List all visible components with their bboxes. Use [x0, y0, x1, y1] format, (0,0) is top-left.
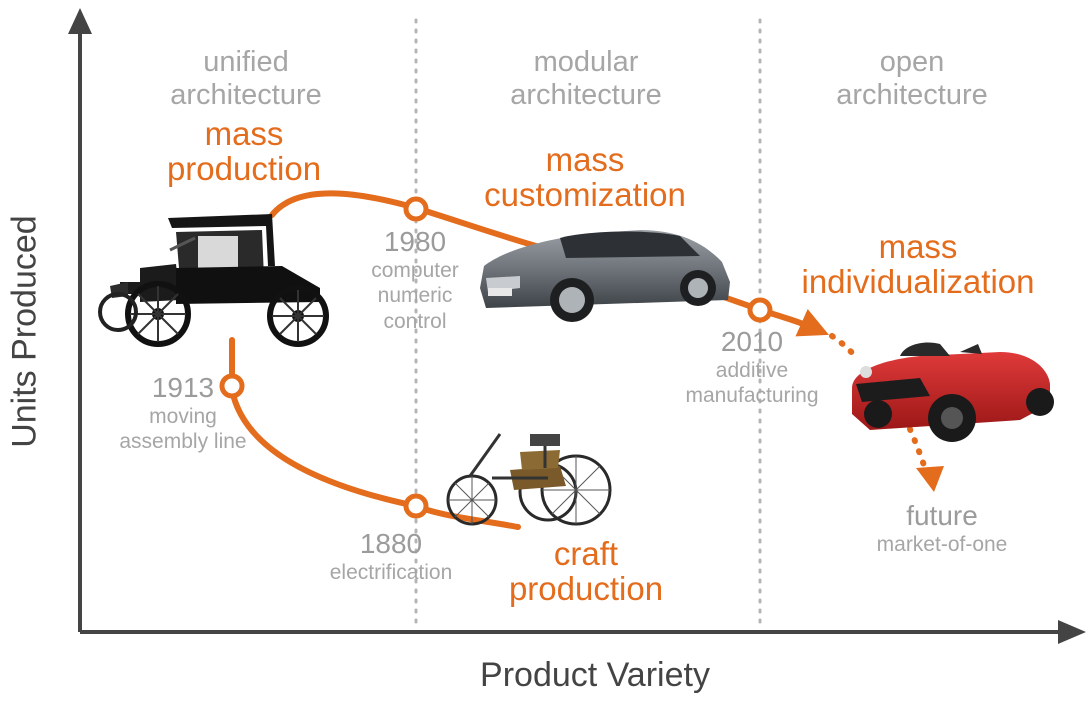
milestone-1980-line3: control — [383, 309, 447, 333]
stage-mass-individualization-line1: mass — [878, 228, 958, 265]
milestone-1913-line1: moving — [149, 405, 217, 429]
milestone-1980-marker — [406, 199, 426, 219]
era-open-line2: architecture — [836, 79, 988, 112]
era-open-line1: open — [879, 46, 945, 78]
milestone-2010 — [672, 326, 832, 409]
milestone-1880-line1: electrification — [329, 561, 453, 585]
era-unified-line2: architecture — [170, 79, 322, 112]
milestone-1980-year: 1980 — [383, 226, 447, 257]
path-craft-to-mass-production — [232, 340, 518, 527]
y-axis — [68, 8, 92, 632]
milestone-future — [862, 500, 1022, 557]
stage-mass-production-line1: mass — [204, 115, 284, 152]
milestone-future-line1: future — [906, 500, 978, 531]
x-axis-arrow-icon — [1058, 620, 1086, 644]
era-modular-line1: modular — [533, 46, 639, 78]
sedan-image — [480, 230, 730, 322]
stage-craft-production-line2: production — [508, 569, 664, 607]
milestone-2010-line1: additive — [715, 359, 789, 383]
era-unified-line1: unified — [203, 46, 289, 78]
milestone-1913-year: 1913 — [151, 372, 215, 403]
stage-mass-customization — [455, 143, 715, 212]
x-axis-label: Product Variety — [480, 656, 710, 694]
era-label-modular — [486, 46, 686, 113]
stage-mass-customization-line1: mass — [545, 141, 625, 178]
milestone-1880-marker — [406, 496, 426, 516]
printed-car-image — [852, 343, 1054, 443]
path-dotted-to-individualization — [832, 336, 858, 360]
stage-craft-production-line1: craft — [553, 535, 619, 572]
stage-craft-production — [486, 537, 686, 606]
milestone-1880-year: 1880 — [359, 528, 423, 559]
stage-mass-production-line2: production — [166, 149, 322, 187]
milestone-1913 — [98, 372, 268, 455]
stage-mass-customization-line2: customization — [484, 175, 686, 213]
era-modular-line2: architecture — [510, 79, 662, 112]
model-t-image — [100, 214, 326, 344]
milestone-2010-line2: manufacturing — [685, 384, 819, 408]
stage-mass-production — [144, 117, 344, 186]
milestone-1913-line2: assembly line — [119, 430, 247, 454]
era-label-open — [812, 46, 1012, 113]
y-axis-label: Units Produced — [5, 215, 44, 448]
x-axis — [80, 620, 1086, 644]
y-axis-arrow-icon — [68, 8, 92, 34]
milestone-2010-marker — [750, 300, 770, 320]
milestone-1980-line1: computer — [371, 259, 459, 283]
milestone-future-line2: market-of-one — [876, 533, 1008, 557]
milestone-2010-year: 2010 — [720, 326, 784, 357]
stage-mass-individualization — [778, 230, 1058, 299]
milestone-1880 — [321, 528, 461, 585]
milestone-1980 — [350, 226, 480, 334]
future-arrow-icon — [916, 466, 944, 492]
era-label-unified — [146, 46, 346, 113]
stage-mass-individualization-line2: individualization — [801, 262, 1035, 300]
milestone-1980-line2: numeric — [377, 284, 453, 308]
benz-image — [448, 434, 610, 524]
